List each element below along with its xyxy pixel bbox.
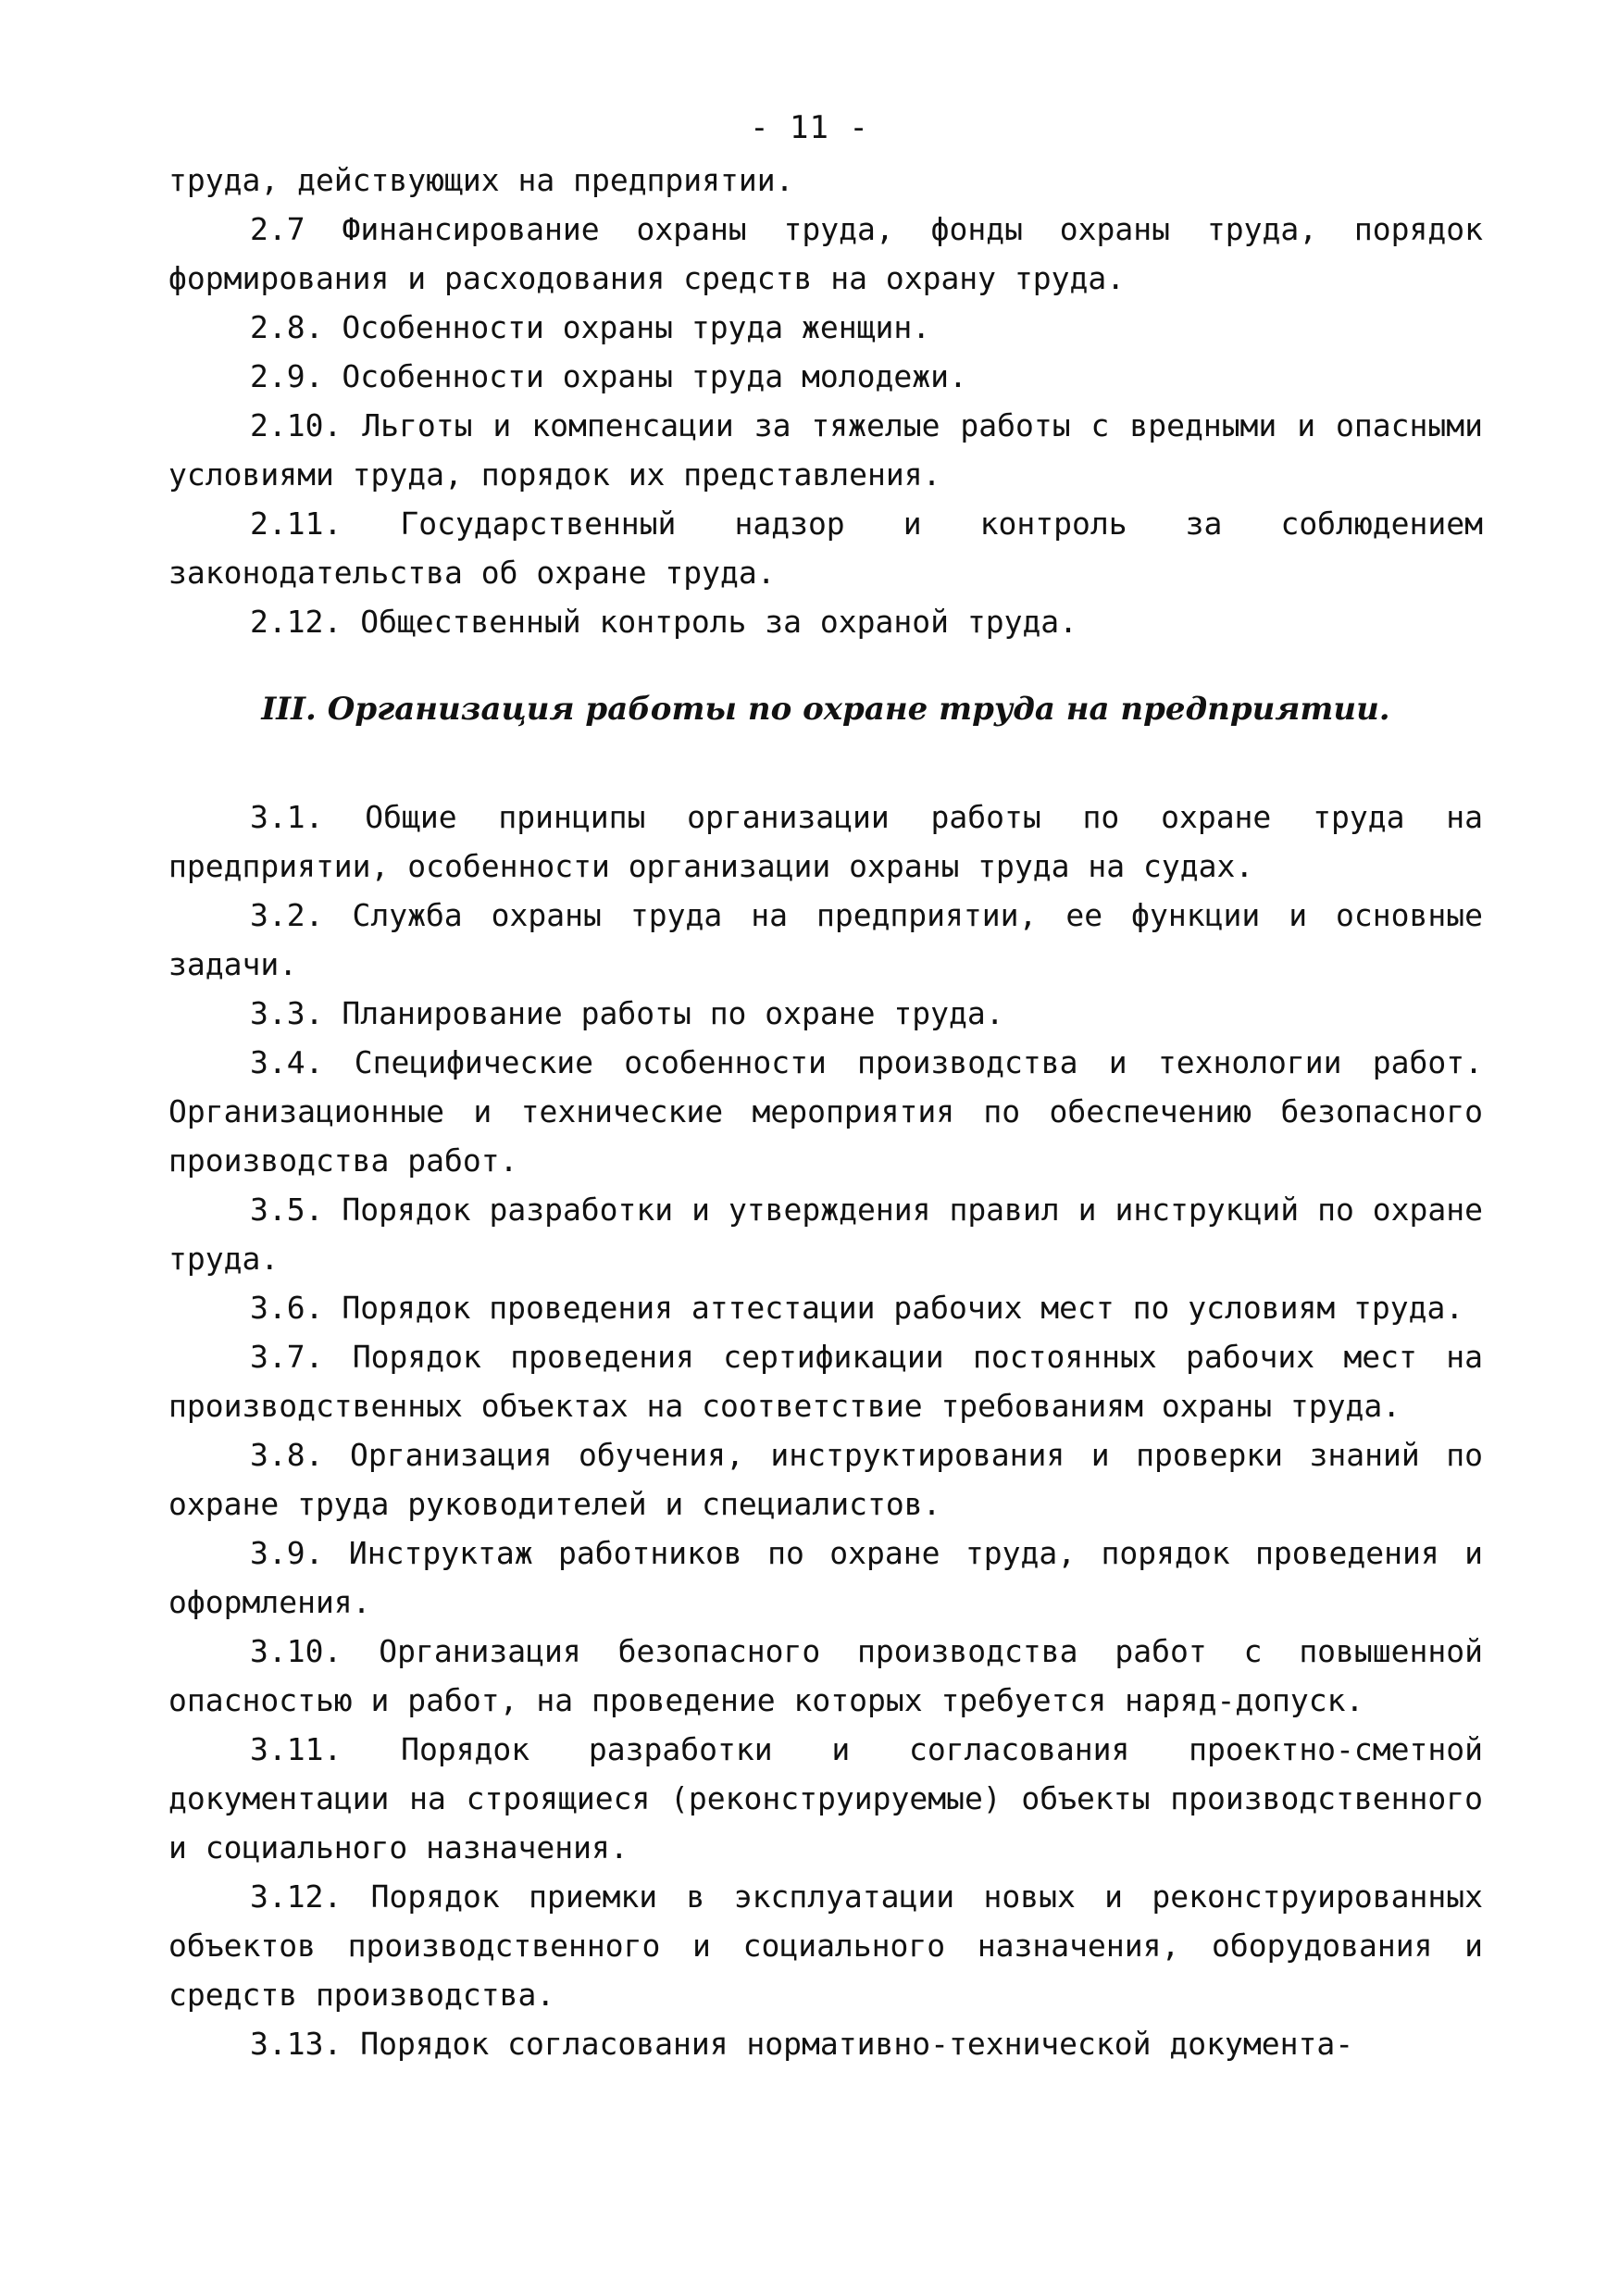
list-item: 3.10. Организация безопасного производства работ с повышенной опасностью и работ, на проведение которых требуется наряд-допуск. (168, 1633, 1483, 1718)
list-item: 3.1. Общие принципы организации работы по охране труда на предприятии, особенности организации охраны труда на судах. (168, 799, 1483, 884)
list-item: 3.5. Порядок разработки и утверждения правил и инструкций по охране труда. (168, 1192, 1483, 1277)
list-item: 2.10. Льготы и компенсации за тяжелые работы с вредными и опасными условиями труда, порядок их представления. (168, 407, 1483, 493)
section-items-block (168, 792, 1483, 2068)
list-item: 3.3. Планирование работы по охране труда. (250, 995, 1004, 1031)
list-item: 2.9. Особенности охраны труда молодежи. (250, 358, 967, 394)
top-items-block (168, 156, 1483, 646)
list-item: 3.12. Порядок приемки в эксплуатации новых и реконструированных объектов производственного и социального назначения, оборудования и средств производства. (168, 1878, 1483, 2013)
section-heading: III. Организация работы по охране труда на предприятии. (261, 691, 1390, 728)
list-item: 3.13. Порядок согласования нормативно-технической документа- (250, 2026, 1354, 2062)
list-item: 3.7. Порядок проведения сертификации постоянных рабочих мест на производственных объектах на соответствие требованиям охраны труда. (168, 1339, 1483, 1424)
list-item: 3.4. Специфические особенности производства и технологии работ. Организационные и технические мероприятия по обеспечению безопасного производства работ. (168, 1044, 1483, 1179)
list-item: 2.12. Общественный контроль за охраной труда. (250, 604, 1078, 640)
list-item: труда, действующих на предприятии. (168, 162, 794, 198)
list-item: 3.11. Порядок разработки и согласования проектно-сметной документации на строящиеся (реконструируемые) объекты производственного и социального назначения. (168, 1731, 1483, 1866)
list-item: 3.8. Организация обучения, инструктирования и проверки знаний по охране труда руководителей и специалистов. (168, 1437, 1483, 1522)
list-item: 3.9. Инструктаж работников по охране труда, порядок проведения и оформления. (168, 1535, 1483, 1620)
list-item: 2.11. Государственный надзор и контроль за соблюдением законодательства об охране труда. (168, 505, 1483, 591)
list-item: 2.8. Особенности охраны труда женщин. (250, 309, 931, 345)
list-item: 2.7 Финансирование охраны труда, фонды охраны труда, порядок формирования и расходования средств на охрану труда. (168, 211, 1483, 296)
page-number: - 11 - (750, 109, 869, 146)
list-item: 3.6. Порядок проведения аттестации рабочих мест по условиям труда. (250, 1290, 1464, 1326)
list-item: 3.2. Служба охраны труда на предприятии, ее функции и основные задачи. (168, 897, 1483, 982)
